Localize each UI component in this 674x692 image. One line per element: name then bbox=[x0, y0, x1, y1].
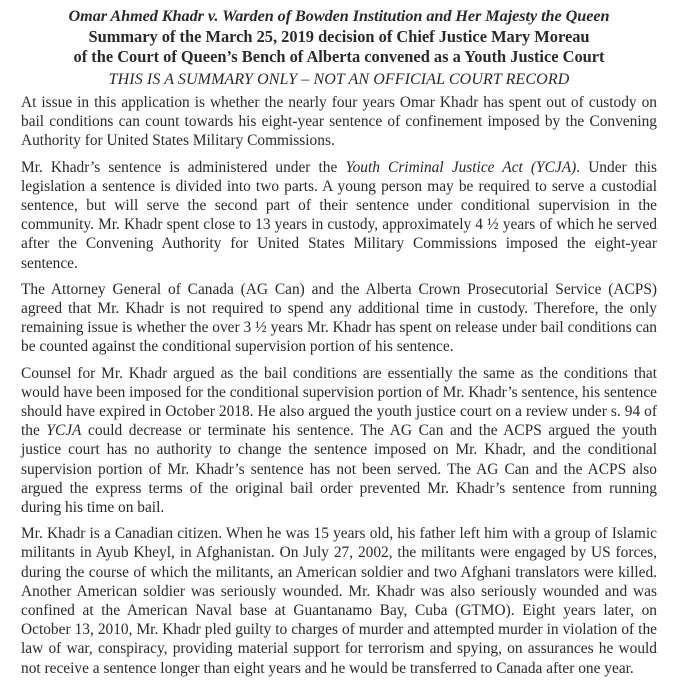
paragraph-text: could decrease or terminate his sentence. The AG Can and the ACPS argued the youth justice court has no authority to change the sentence imposed on Mr. Khadr, and the conditional supervision portion of Mr. Khadr’s sentence has not been served. The AG Can and the ACPS also argued the express terms of the original bail order prevented Mr. Khadr’s sentence from running during his time on bail. bbox=[21, 422, 657, 517]
paragraph-arguments bbox=[21, 364, 657, 518]
paragraph-agreement: The Attorney General of Canada (AG Can) and the Alberta Crown Prosecutorial Service (ACPS) agreed that Mr. Khadr is not required to spend any additional time in custody. Therefore, the only remaining issue is whether the over 3 ½ years Mr. Khadr has spent on release under bail conditions can be counted against the conditional supervision portion of his sentence. bbox=[21, 280, 657, 356]
act-abbreviation: YCJA bbox=[46, 422, 82, 440]
summary-heading-line-2: of the Court of Queen’s Bench of Alberta convened as a Youth Justice Court bbox=[73, 46, 605, 66]
case-title: Omar Ahmed Khadr v. Warden of Bowden Institution and Her Majesty the Queen bbox=[68, 7, 610, 25]
disclaimer: THIS IS A SUMMARY ONLY – NOT AN OFFICIAL COURT RECORD bbox=[108, 71, 570, 88]
paragraph-text: . Under this legislation a sentence is divided into two parts. A young person may be required to serve a custodial sentence, but will serve the second part of their sentence under conditional supervision in the community. Mr. Khadr spent close to 13 years in custody, approximately 4 ½ years of which he served after the Convening Authority for United States Military Commissions imposed the eight-year sentence. bbox=[21, 158, 657, 272]
paragraph-text: Counsel for Mr. Khadr argued as the bail conditions are essentially the same as the conditions that would have been imposed for the conditional supervision portion of Mr. Khadr’s sentence, his sentence should have expired in October 2018. He also argued the youth justice court on a review under s. 94 of the bbox=[21, 364, 657, 440]
summary-heading-line-1: Summary of the March 25, 2019 decision of Chief Justice Mary Moreau bbox=[88, 27, 590, 46]
paragraph-issue: At issue in this application is whether the nearly four years Omar Khadr has spent out of custody on bail conditions can count towards his eight-year sentence of confinement imposed by the Convening Authority for United States Military Commissions. bbox=[21, 94, 657, 150]
document-page bbox=[21, 6, 657, 678]
paragraph-text: Mr. Khadr’s sentence is administered under the bbox=[21, 158, 346, 176]
paragraph-sentence-administration bbox=[21, 158, 657, 273]
act-name: Youth Criminal Justice Act (YCJA) bbox=[345, 158, 577, 176]
paragraph-background: Mr. Khadr is a Canadian citizen. When he was 15 years old, his father left him with a group of Islamic militants in Ayub Kheyl, in Afghanistan. On July 27, 2002, the militants were engaged by US forces, during the course of which the militants, an American soldier and two Afghani translators were killed. Another American soldier was seriously wounded. Mr. Khadr was also seriously wounded and was confined at the American Naval base at Guantanamo Bay, Cuba (GTMO). Eight years later, on October 13, 2010, Mr. Khadr pled guilty to charges of murder and attempted murder in violation of the law of war, conspiracy, providing material support for terrorism and spying, on assurances he would not receive a sentence longer than eight years and he would be transferred to Canada after one year. bbox=[21, 525, 657, 677]
